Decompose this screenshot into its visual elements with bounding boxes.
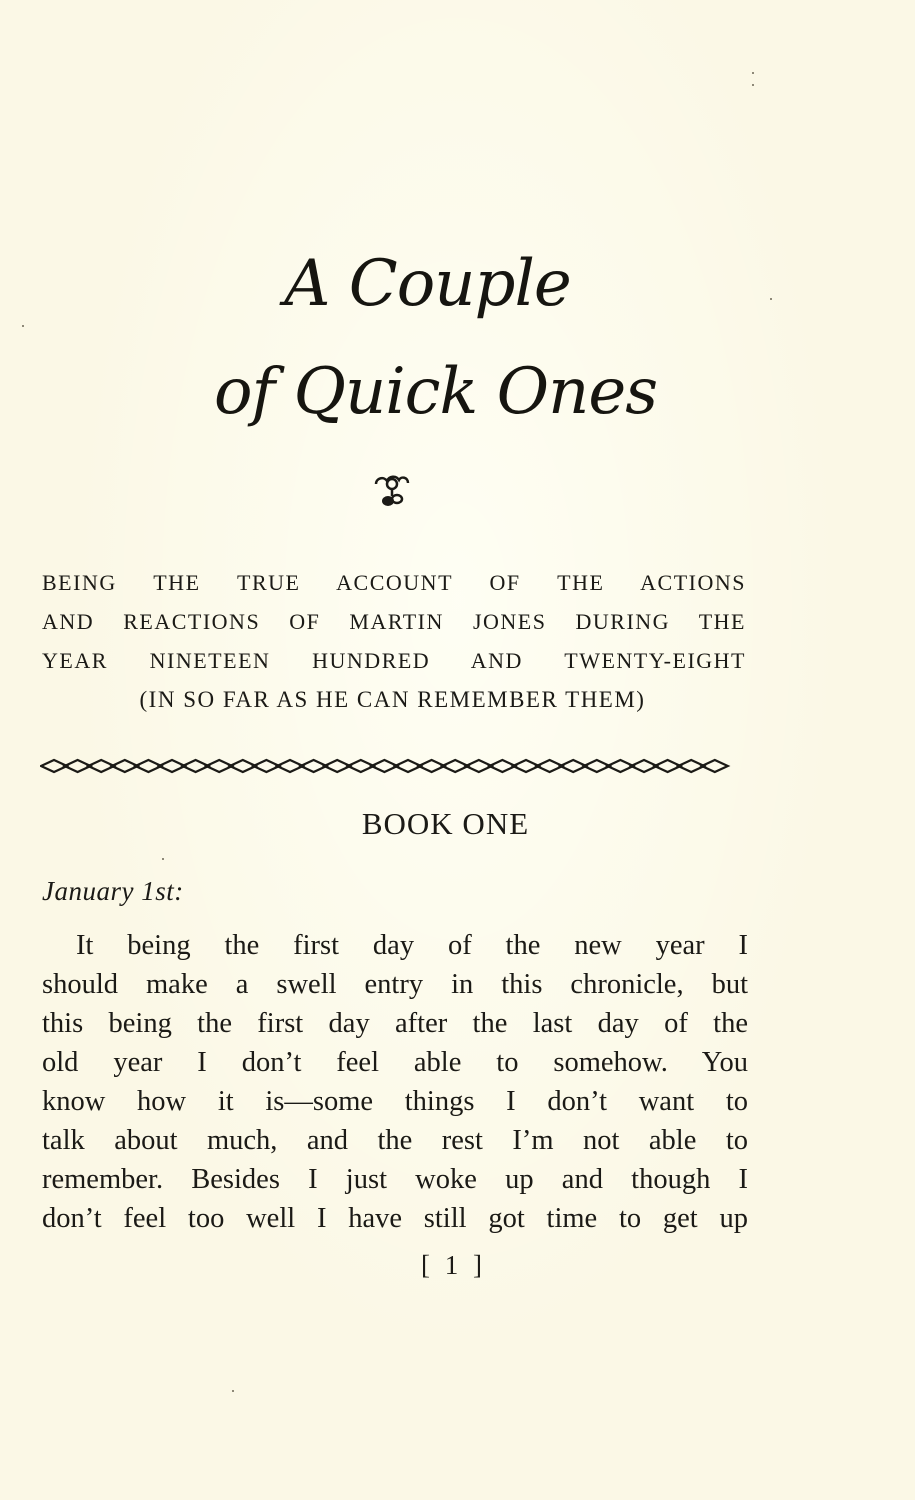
paper-speck	[232, 1390, 234, 1392]
entry-date: January 1st:	[42, 876, 184, 906]
body-line: talk about much, and the rest I’m not able to	[42, 1125, 748, 1156]
subtitle-line: BEING THE TRUE ACCOUNT OF THE ACTIONS	[42, 570, 746, 595]
paper-speck	[752, 72, 754, 74]
body-line: this being the first day after the last day of the	[42, 1008, 748, 1039]
title-line-2: of Quick Ones	[213, 355, 658, 429]
body-line: don’t feel too well I have still got time to get up	[42, 1203, 748, 1234]
paper-speck	[162, 858, 164, 860]
body-line: remember. Besides I just woke up and though I	[42, 1164, 748, 1195]
body-line: know how it is—some things I don’t want to	[42, 1086, 748, 1117]
subtitle-line: YEAR NINETEEN HUNDRED AND TWENTY-EIGHT	[42, 648, 746, 673]
paper-speck	[752, 84, 754, 86]
diamond-chain-divider	[40, 752, 750, 780]
paper-speck	[22, 325, 24, 327]
body-line: should make a swell entry in this chronicle, but	[42, 969, 748, 1000]
body-line: It being the first day of the new year I	[76, 930, 748, 961]
page-number: [ 1 ]	[421, 1250, 486, 1280]
title-line-1: A Couple	[284, 247, 571, 321]
subtitle-line: AND REACTIONS OF MARTIN JONES DURING THE	[42, 609, 746, 634]
floral-ornament-icon	[370, 470, 414, 514]
body-line: old year I don’t feel able to somehow. You	[42, 1047, 748, 1078]
subtitle-line: (IN SO FAR AS HE CAN REMEMBER THEM)	[139, 687, 646, 712]
section-heading: BOOK ONE	[361, 806, 530, 841]
entry-body	[42, 926, 748, 1238]
